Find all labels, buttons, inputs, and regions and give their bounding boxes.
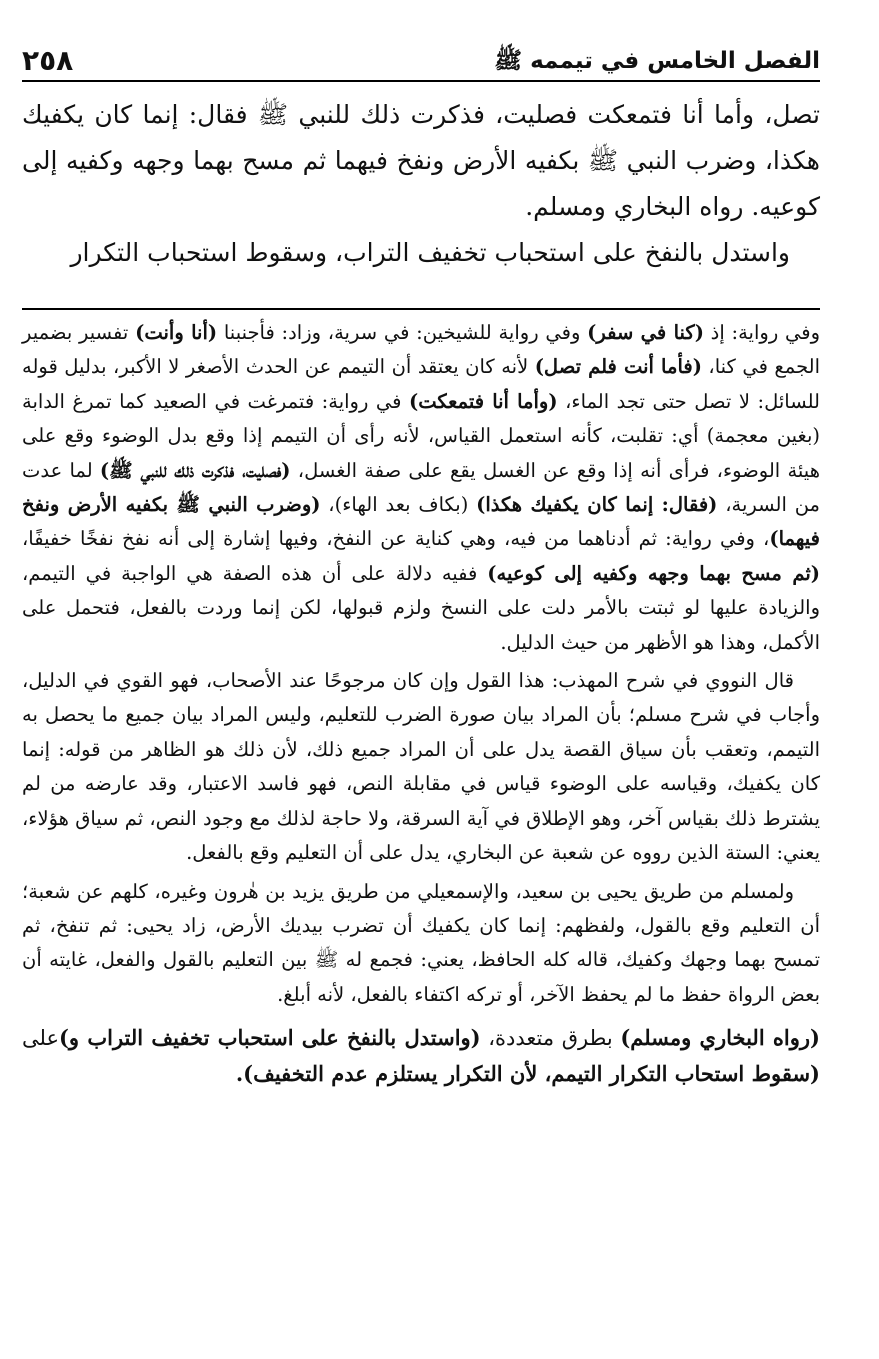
commentary-text: وفي رواية للشيخين: في سرية، وزاد: فأجنبنا bbox=[217, 321, 588, 344]
commentary-text: (بكاف بعد الهاء)، bbox=[320, 493, 477, 517]
footnote-divider bbox=[22, 308, 820, 310]
commentary-text: لأنه كان يعتقد أن التيمم عن الحدث الأصغر لا الأكبر، بدليل قوله للسائل: لا تصل حتى تجد الماء، bbox=[22, 355, 820, 413]
commentary-text: بطرق متعددة، bbox=[480, 1026, 621, 1051]
quoted-text: (أنا وأنت) bbox=[135, 321, 218, 344]
quoted-text: (ثم مسح بهما وجهه وكفيه إلى كوعيه) bbox=[487, 561, 820, 585]
commentary-text: تفسير بضمير الجمع في كنا، bbox=[22, 321, 821, 379]
quoted-text: (رواه البخاري ومسلم) bbox=[620, 1025, 820, 1051]
quoted-text: (كنا في سفر) bbox=[587, 321, 704, 344]
quoted-text: (فصليت، فذكرت ذلك للنبي ﷺ) bbox=[99, 458, 291, 482]
quoted-text: (فقال: إنما كان يكفيك هكذا) bbox=[476, 493, 718, 517]
quoted-text: (فأما أنت فلم تصل) bbox=[534, 355, 702, 379]
main-paragraph: تصل، وأما أنا فتمعكت فصليت، فذكرت ذلك للنبي ﷺ فقال: إنما كان يكفيك هكذا، وضرب النبي ﷺ بكفيه الأرض ونفخ فيهما ثم مسح بهما وجهه وكفيه إلى كوعيه. رواه البخاري ومسلم. bbox=[22, 100, 820, 221]
chapter-title: الفصل الخامس في تيممه ﷺ bbox=[494, 48, 820, 74]
quoted-text: (سقوط استحاب التكرار التيمم، لأن التكرار يستلزم عدم التخفيف) bbox=[243, 1061, 820, 1087]
commentary-paragraph bbox=[22, 1020, 820, 1092]
commentary bbox=[22, 316, 820, 1092]
quoted-text: (واستدل بالنفخ على استحباب تخفيف التراب و) bbox=[59, 1025, 481, 1051]
commentary-text: ففيه دلالة على أن هذه الصفة هي الواجبة في التيمم، والزيادة عليها لو ثبتت بالأمر دلت على النسخ ولزم قبولها، لكن إنما وردت بالفعل، فتحمل على الأكمل، وهذا هو الأظهر من حيث الدليل. bbox=[22, 561, 820, 654]
commentary-paragraph bbox=[22, 316, 820, 660]
page-number: ٢٥٨ bbox=[22, 44, 74, 77]
commentary-text: في رواية: فتمرغت في الصعيد كما تمرغ الدابة (بغين معجمة) أي: تقلبت، كأنه استعمل القياس، لأنه رأى أن التيمم إذا وقع بدل الوضوء وقع على هيئة الوضوء، فرأى أنه إذا وقع عن الغسل يقع على صفة الغسل، bbox=[22, 389, 820, 482]
page-header bbox=[22, 38, 820, 82]
quoted-text: (وأما أنا فتمعكت) bbox=[409, 389, 558, 413]
commentary-text: على bbox=[22, 1026, 59, 1051]
book-page bbox=[22, 38, 820, 1096]
main-paragraph: واستدل بالنفخ على استحباب تخفيف التراب، وسقوط استحباب التكرار bbox=[70, 238, 790, 267]
main-text bbox=[22, 92, 820, 276]
commentary-paragraph: ولمسلم من طريق يحيى بن سعيد، والإسمعيلي من طريق يزيد بن هٰرون وغيره، كلهم عن شعبة؛ أن التعليم وقع بالقول، ولفظهم: إنما كان يكفيك أن تضرب بيديك الأرض، زاد يحيى: ثم تنفخ، ثم تمسح بهما وجهك وكفيك، قاله كله الحافظ، يعني: فجمع له ﷺ بين التعليم بالقول والفعل، غايته أن بعض الرواة حفظ ما لم يحفظ الآخر، أو تركه اكتفاء بالفعل، لأنه أبلغ. bbox=[22, 879, 820, 1006]
commentary-text: وفي رواية: إذ bbox=[703, 321, 820, 344]
commentary-text: لما عدت من السرية، bbox=[22, 458, 820, 517]
commentary-paragraph: قال النووي في شرح المهذب: هذا القول وإن كان مرجوحًا عند الأصحاب، فهو القوي في الدليل، وأجاب في شرح مسلم؛ بأن المراد بيان صورة الضرب للتعليم، وليس المراد بيان جميع ما يحصل به التيمم، وتعقب بأن سياق القصة يدل على أن المراد جميع ذلك، لأن ذلك هو الظاهر من قوله: إنما كان يكفيك، وقياسه على الوضوء قياس في مقابلة النص، فهو فاسد الاعتبار، وقد عارضه من لم يشترط ذلك بقياس آخر، وهو الإطلاق في آية السرقة، ولا حاجة لذلك مع وجود النص، ثم سياق هؤلاء، يعني: الستة الذين رووه عن شعبة عن البخاري، يدل على أن التعليم وقع بالفعل. bbox=[22, 669, 820, 865]
quoted-text: . bbox=[235, 1061, 244, 1087]
commentary-text: ، وفي رواية: ثم أدناهما من فيه، وهي كناية عن النفخ، وفيها إشارة إلى أنه نفخ نفخًا خفيفًا، bbox=[22, 527, 770, 551]
quoted-text: (وضرب النبي ﷺ بكفيه الأرض ونفخ فيهما) bbox=[22, 493, 820, 551]
